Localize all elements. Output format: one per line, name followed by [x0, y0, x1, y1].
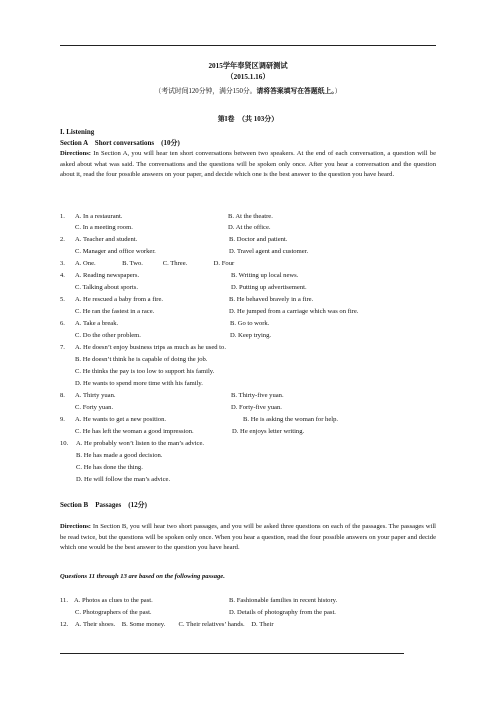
- exam-title: 2015学年奉贤区调研测试: [208, 62, 288, 70]
- q7-number: 7.: [60, 344, 65, 351]
- q1-option-c: C. In a meeting room.: [75, 224, 133, 231]
- q11-option-d: D. Details of photography from the past.: [229, 609, 336, 616]
- q6-option-b: B. Go to work.: [230, 320, 270, 327]
- q2-option-d: D. Travel agent and customer.: [229, 248, 309, 255]
- q12-number: 12.: [60, 621, 69, 628]
- q4-option-b: B. Writing up local news.: [231, 272, 299, 279]
- volume-heading: 第I卷 （共 103分）: [217, 115, 279, 123]
- q3-options: A. One. B. Two. C. Three. D. Four: [75, 260, 235, 267]
- q10-option-a: A. He probably won’t listen to the man’s advice.: [76, 440, 205, 447]
- q11-option-b: B. Fashionable families in recent history.: [229, 597, 338, 604]
- q7-option-d: D. He wants to spend more time with his family.: [75, 380, 203, 387]
- top-rule: [60, 45, 436, 46]
- q9-option-b: B. He is asking the woman for help.: [243, 416, 339, 423]
- q10-number: 10.: [60, 440, 69, 447]
- q6-number: 6.: [60, 320, 65, 327]
- q7-option-c: C. He thinks the pay is too low to support his family.: [75, 368, 215, 375]
- q6-option-c: C. Do the other problem.: [75, 332, 141, 339]
- section-a-heading: Section A Short conversations (10分): [60, 139, 180, 147]
- directions-text: In Section B, you will hear two short passages, and you will be asked three questions on each of the passages. The passages will be read twice, but the questions will be spoken only once. When you hear a question, read the four possible answers on your paper and decide which one would be the best answer to the question you have heard.: [60, 523, 436, 551]
- q12-options: A. Their shoes. B. Some money. C. Their relatives’ hands. D. Their: [75, 621, 274, 628]
- passage-note: Questions 11 through 13 are based on the following passage.: [60, 573, 225, 580]
- q8-option-b: B. Thirty-five yuan.: [231, 392, 284, 399]
- q3-number: 3.: [60, 260, 65, 267]
- q11-option-a: A. Photos as clues to the past.: [74, 597, 153, 604]
- q7-option-a: A. He doesn’t enjoy business trips as much as he used to.: [75, 344, 226, 351]
- q5-option-d: D. He jumped from a carriage which was on fire.: [229, 308, 359, 315]
- exam-note: [0, 85, 496, 95]
- q6-option-a: A. Take a break.: [75, 320, 119, 327]
- q9-option-d: D. He enjoys letter writing.: [232, 428, 305, 435]
- section-b-heading: Section B Passages (12分): [60, 501, 147, 509]
- q5-option-c: C. He ran the fastest in a race.: [75, 308, 155, 315]
- q8-option-a: A. Thirty yuan.: [75, 392, 116, 399]
- q8-option-c: C. Forty yuan.: [75, 404, 114, 411]
- q1-option-b: B. At the theatre.: [228, 213, 273, 220]
- q4-number: 4.: [60, 272, 65, 279]
- part-heading: I. Listening: [60, 128, 95, 136]
- exam-date: （2015.1.16）: [226, 73, 270, 81]
- q10-option-c: C. He has done the thing.: [76, 464, 143, 471]
- q9-option-c: C. He has left the woman a good impression.: [75, 428, 194, 435]
- q1-number: 1.: [60, 213, 65, 220]
- q2-option-c: C. Manager and office worker.: [75, 248, 156, 255]
- q7-option-b: B. He doesn’t think he is capable of doing the job.: [75, 356, 208, 363]
- directions-label: Directions:: [60, 150, 92, 157]
- q4-option-d: D. Putting up advertisement.: [231, 284, 307, 291]
- q1-option-d: D. At the office.: [228, 224, 271, 231]
- q2-number: 2.: [60, 236, 65, 243]
- directions-label: Directions:: [60, 523, 92, 530]
- q2-option-a: A. Teacher and student.: [75, 236, 138, 243]
- q9-number: 9.: [60, 416, 65, 423]
- q6-option-d: D. Keep trying.: [230, 332, 272, 339]
- note-plain: （考试时间120分钟，满分150分。: [154, 88, 257, 95]
- q9-option-a: A. He wants to get a new position.: [75, 416, 167, 423]
- q4-option-c: C. Talking about sports.: [75, 284, 138, 291]
- directions-text: In Section A, you will hear ten short conversations between two speakers. At the end of each conversation, a question will be asked about what was said. The conversations and the questions will be spoken only once. After you hear a conversation and the question about it, read the four possible answers on your paper, and decide which one is the best answer to the question you have heard.: [60, 150, 436, 178]
- q1-option-a: A. In a restaurant.: [75, 213, 123, 220]
- q5-number: 5.: [60, 296, 65, 303]
- note-end: ）: [334, 88, 342, 95]
- q5-option-b: B. He behaved bravely in a fire.: [229, 296, 314, 303]
- q10-option-d: D. He will follow the man’s advice.: [76, 476, 171, 483]
- bottom-rule: [60, 653, 404, 654]
- q11-number: 11.: [60, 597, 68, 604]
- q4-option-a: A. Reading newspapers.: [75, 272, 140, 279]
- q5-option-a: A. He rescued a baby from a fire.: [75, 296, 164, 303]
- q10-option-b: B. He has made a good decision.: [76, 452, 163, 459]
- q11-option-c: C. Photographers of the past.: [75, 609, 152, 616]
- section-b-directions: [60, 522, 436, 554]
- note-bold: 请将答案填写在答题纸上。: [256, 88, 335, 95]
- section-a-directions: [60, 149, 436, 181]
- q8-option-d: D. Forty-five yuan.: [231, 404, 282, 411]
- q8-number: 8.: [60, 392, 65, 399]
- q2-option-b: B. Doctor and patient.: [229, 236, 288, 243]
